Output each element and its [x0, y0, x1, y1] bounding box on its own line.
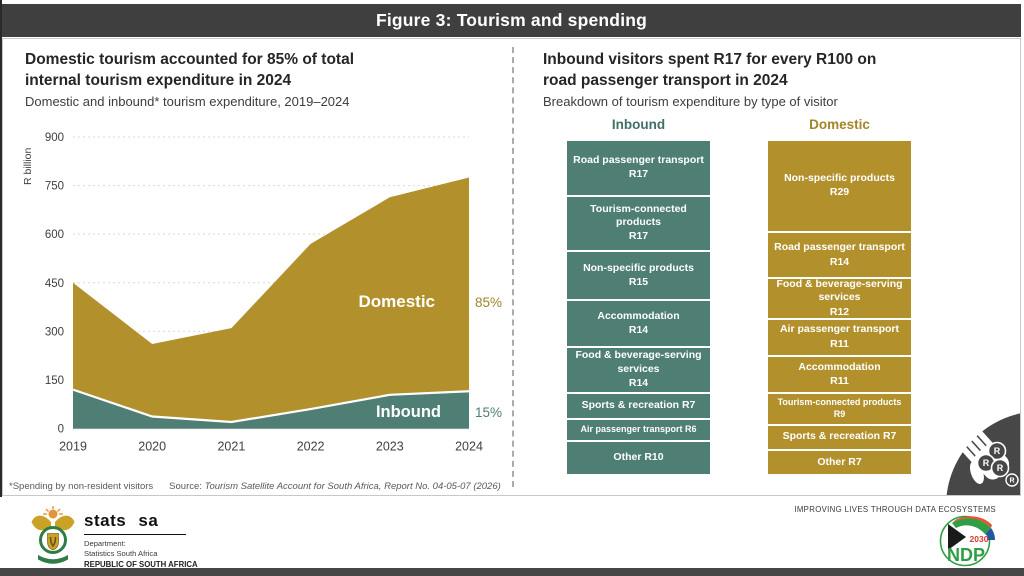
x-tick-label: 2021 — [217, 439, 246, 454]
breakdown-block — [567, 301, 710, 345]
figure-title-bar — [2, 4, 1021, 37]
statssa-wordmark: stats sa — [84, 511, 159, 530]
right-heading-line1: Inbound visitors spent R17 for every R100 on — [543, 51, 877, 68]
ndp-2030-logo — [938, 514, 1000, 568]
block-label: Tourism-connected products — [590, 202, 687, 229]
bottom-bar — [0, 568, 1024, 576]
footnote-asterisk-text: *Spending by non-resident visitors — [9, 481, 154, 492]
svg-text:R: R — [982, 458, 990, 469]
figure-title: Figure 3: Tourism and spending — [375, 10, 648, 30]
block-value: R11 — [830, 375, 849, 388]
breakdown-header-domestic: Domestic — [809, 117, 870, 132]
x-tick-label: 2022 — [296, 439, 325, 454]
x-tick-label: 2020 — [138, 439, 167, 454]
block-label: Accommodation — [798, 360, 881, 373]
breakdown-block — [567, 348, 710, 392]
block-value: R17 — [628, 230, 649, 243]
block-label-value: Air passenger transport R6 — [580, 423, 697, 434]
left-section-heading — [25, 49, 354, 111]
y-tick-label: 300 — [44, 326, 64, 339]
block-label-value: Sports & recreation R7 — [581, 399, 696, 412]
area-chart-container — [19, 117, 511, 465]
dept-line2: Statistics South Africa — [84, 549, 158, 559]
block-label-value: Other R10 — [613, 451, 664, 464]
inbound-share-label: 15% — [475, 405, 503, 420]
block-value: R29 — [829, 186, 850, 199]
breakdown-block — [567, 420, 710, 440]
block-label: Road passenger transport — [573, 153, 704, 166]
svg-text:R: R — [996, 463, 1004, 474]
block-label: Road passenger transport — [774, 241, 905, 254]
breakdown-block — [768, 357, 911, 392]
chart-footnote — [9, 481, 501, 492]
breakdown-column-inbound — [567, 117, 710, 474]
right-section-heading — [543, 49, 876, 111]
svg-text:R: R — [993, 446, 1001, 457]
block-label-value: Tourism-connected products R9 — [777, 397, 902, 419]
y-tick-label: 900 — [44, 132, 64, 144]
breakdown-block — [768, 394, 911, 423]
block-label: Accommodation — [597, 309, 680, 322]
y-tick-label: 750 — [44, 180, 64, 193]
breakdown-block — [768, 141, 911, 231]
breakdown-block — [768, 451, 911, 474]
block-value: R12 — [829, 305, 850, 318]
domestic-share-label: 85% — [475, 295, 503, 310]
block-label-value: Other R7 — [817, 455, 862, 468]
y-tick-label: 600 — [44, 229, 64, 242]
ndp-year: 2030 — [969, 534, 989, 544]
breakdown-block — [768, 233, 911, 277]
panel-divider — [512, 47, 514, 487]
block-value: R14 — [628, 377, 649, 390]
source-text: Tourism Satellite Account for South Africa, Report No. 04-05-07 (2026) — [204, 481, 501, 492]
svg-text:R: R — [1009, 477, 1015, 485]
breakdown-header-inbound: Inbound — [611, 117, 666, 132]
source-label: Source: — [169, 481, 202, 492]
block-value: R17 — [628, 168, 649, 181]
dept-line1: Department: — [84, 539, 126, 548]
y-tick-label: 150 — [44, 374, 64, 387]
breakdown-block — [768, 279, 911, 317]
block-label: Air passenger transport — [779, 323, 900, 336]
x-tick-label: 2019 — [59, 439, 87, 454]
statssa-wordmark-block — [84, 511, 198, 570]
footer-tagline: IMPROVING LIVES THROUGH DATA ECOSYSTEMS — [794, 505, 996, 514]
expenditure-area-chart — [19, 117, 511, 465]
left-subtitle: Domestic and inbound* tourism expenditure, 2019–2024 — [25, 93, 350, 109]
dept-line3: REPUBLIC OF SOUTH AFRICA — [84, 559, 198, 569]
domestic-series-label: Domestic — [358, 292, 435, 311]
breakdown-block — [567, 197, 710, 251]
ndp-label: NDP — [946, 545, 986, 565]
left-heading-line2: internal tourism expenditure in 2024 — [25, 72, 292, 90]
block-value: R14 — [829, 255, 850, 268]
breakdown-block — [567, 252, 710, 299]
x-tick-label: 2024 — [455, 439, 483, 454]
breakdown-block — [768, 320, 911, 355]
y-tick-label: 450 — [44, 277, 64, 290]
footer — [0, 497, 1024, 568]
breakdown-block — [567, 141, 710, 195]
breakdown-blocks — [768, 141, 911, 474]
breakdown-column-domestic — [768, 117, 911, 474]
block-label-value: Sports & recreation R7 — [782, 430, 897, 443]
block-value: R14 — [628, 324, 649, 337]
x-tick-label: 2023 — [375, 439, 404, 454]
block-value: R15 — [628, 276, 649, 289]
left-heading-line1: Domestic tourism accounted for 85% of total — [25, 51, 354, 68]
content-panel — [2, 38, 1021, 496]
right-heading-line2: road passenger transport in 2024 — [543, 72, 788, 90]
hand-coins-icon — [953, 417, 1021, 495]
inbound-series-label: Inbound — [375, 403, 441, 421]
block-value: R11 — [830, 337, 849, 350]
block-label: Non-specific products — [583, 261, 694, 274]
y-axis-label: R billion — [22, 147, 34, 185]
wordmark-rule — [84, 534, 186, 535]
breakdown-block — [567, 394, 710, 417]
breakdown-block — [768, 426, 911, 449]
coat-of-arms-logo — [30, 505, 76, 565]
breakdown-blocks — [567, 141, 710, 474]
right-subtitle: Breakdown of tourism expenditure by type of visitor — [543, 93, 838, 109]
block-label: Food & beverage-serving services — [575, 349, 702, 375]
breakdown-block — [567, 442, 710, 474]
y-tick-label: 0 — [57, 423, 64, 436]
block-label: Non-specific products — [784, 172, 895, 184]
block-label: Food & beverage-serving services — [776, 279, 903, 304]
source-note — [169, 481, 501, 492]
